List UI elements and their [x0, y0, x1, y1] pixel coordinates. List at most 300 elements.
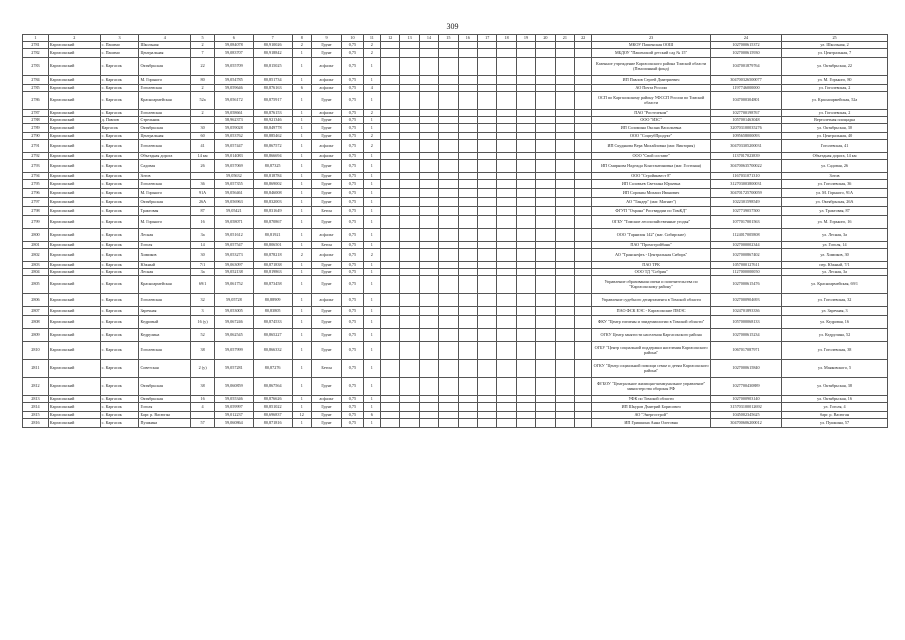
- cell-org: ИП Смирнова Надежда Константиновна (маг. Гостиная): [592, 160, 711, 173]
- column-number-cell: 22: [575, 35, 592, 42]
- cell-empty: [400, 276, 419, 294]
- cell-org: ПАО ТРК: [592, 262, 711, 269]
- cell-lat: 59,057547: [214, 242, 253, 249]
- cell-empty: [497, 198, 516, 207]
- cell-c10: 0,75: [342, 180, 364, 189]
- cell-n: 2797: [23, 198, 49, 207]
- cell-lon: 80,885462: [253, 133, 292, 140]
- cell-empty: [478, 329, 497, 342]
- column-number-cell: 7: [253, 35, 292, 42]
- cell-empty: [458, 419, 477, 428]
- cell-addr: ул. Гоголя, 4: [782, 403, 888, 412]
- cell-n: 2782: [23, 49, 49, 58]
- cell-empty: [516, 49, 535, 58]
- cell-dist: Каргасокский: [48, 92, 100, 110]
- cell-c10: 0,75: [342, 133, 364, 140]
- cell-empty: [458, 110, 477, 117]
- cell-c11: 4: [363, 85, 380, 92]
- cell-street: Гоголевская: [139, 294, 191, 307]
- cell-lat: 59,058071: [214, 216, 253, 229]
- cell-c9: Бетон: [311, 242, 341, 249]
- cell-street: Центральная: [139, 49, 191, 58]
- cell-empty: [400, 76, 419, 85]
- cell-c9: Грунт: [311, 307, 341, 316]
- cell-c11: 1: [363, 76, 380, 85]
- cell-house: 38: [191, 378, 215, 396]
- cell-c10: 0,75: [342, 140, 364, 153]
- cell-empty: [439, 207, 458, 216]
- cell-empty: [439, 316, 458, 329]
- cell-n: 2805: [23, 276, 49, 294]
- cell-c10: 0,75: [342, 360, 364, 378]
- cell-empty: [400, 110, 419, 117]
- cell-empty: [439, 49, 458, 58]
- cell-ogrn: 1137017023839: [710, 153, 781, 160]
- column-number-cell: 19: [516, 35, 535, 42]
- cell-empty: [400, 160, 419, 173]
- cell-empty: [516, 316, 535, 329]
- cell-empty: [419, 378, 438, 396]
- cell-empty: [458, 249, 477, 262]
- cell-org: ОГКУ Центр занятости населения Каргасокского района: [592, 329, 711, 342]
- cell-street: Трактовая: [139, 207, 191, 216]
- cell-house: 22: [191, 58, 215, 76]
- cell-empty: [439, 329, 458, 342]
- cell-c10: 0,75: [342, 229, 364, 242]
- cell-lat: 59,060864: [214, 419, 253, 428]
- cell-n: 2790: [23, 133, 49, 140]
- cell-empty: [575, 342, 592, 360]
- cell-lon: 80,878218: [253, 249, 292, 262]
- cell-c11: 1: [363, 173, 380, 180]
- cell-lon: 80,869002: [253, 180, 292, 189]
- cell-c11: 1: [363, 419, 380, 428]
- cell-house: 57: [191, 419, 215, 428]
- cell-c10: 0,75: [342, 42, 364, 49]
- table-row: [23, 316, 888, 329]
- cell-empty: [516, 133, 535, 140]
- cell-empty: [419, 329, 438, 342]
- cell-lon: 80,865227: [253, 329, 292, 342]
- table-row: [23, 160, 888, 173]
- cell-street: Гоголевская: [139, 110, 191, 117]
- cell-empty: [497, 342, 516, 360]
- cell-org: АО Почта России: [592, 85, 711, 92]
- cell-org: МБДОУ "Пашенский детский сад № 15": [592, 49, 711, 58]
- cell-org: ОСП по Каргасокскому району УФССП России по Томской области: [592, 92, 711, 110]
- cell-empty: [497, 153, 516, 160]
- cell-empty: [516, 58, 535, 76]
- cell-empty: [439, 249, 458, 262]
- cell-house: 30: [191, 124, 215, 133]
- cell-c9: Грунт: [311, 49, 341, 58]
- cell-c11: 2: [363, 49, 380, 58]
- cell-empty: [419, 342, 438, 360]
- cell-street: М. Горького: [139, 189, 191, 198]
- column-number-cell: 20: [536, 35, 555, 42]
- cell-empty: [497, 242, 516, 249]
- cell-lat: 59,051612: [214, 229, 253, 242]
- cell-c9: асфальт: [311, 294, 341, 307]
- cell-empty: [497, 229, 516, 242]
- cell-c9: асфальт: [311, 153, 341, 160]
- cell-c9: асфальт: [311, 249, 341, 262]
- cell-lat: 59,054785: [214, 76, 253, 85]
- cell-empty: [439, 153, 458, 160]
- cell-empty: [536, 153, 555, 160]
- cell-c8: 1: [292, 110, 311, 117]
- cell-empty: [419, 198, 438, 207]
- cell-c10: 0,75: [342, 242, 364, 249]
- cell-lon: 80,849778: [253, 124, 292, 133]
- cell-lat: 59,063097: [214, 262, 253, 269]
- cell-empty: [497, 403, 516, 412]
- cell-loc: Каргасок: [100, 124, 139, 133]
- cell-org: ИП Соловьев Светлана Юрьевна: [592, 180, 711, 189]
- cell-lon: 80,876626: [253, 396, 292, 403]
- cell-n: 2809: [23, 329, 49, 342]
- cell-empty: [575, 180, 592, 189]
- cell-empty: [478, 216, 497, 229]
- cell-empty: [516, 207, 535, 216]
- cell-empty: [458, 216, 477, 229]
- cell-ogrn: 1027000615840: [710, 360, 781, 378]
- cell-empty: [400, 249, 419, 262]
- cell-lat: 59,057355: [214, 180, 253, 189]
- column-number-cell: 6: [214, 35, 253, 42]
- cell-empty: [400, 198, 419, 207]
- cell-house: 26: [191, 160, 215, 173]
- cell-dist: Каргасокский: [48, 262, 100, 269]
- cell-empty: [555, 124, 574, 133]
- cell-empty: [536, 92, 555, 110]
- cell-empty: [439, 419, 458, 428]
- cell-empty: [555, 133, 574, 140]
- cell-empty: [419, 229, 438, 242]
- cell-empty: [419, 294, 438, 307]
- cell-n: 2810: [23, 342, 49, 360]
- cell-org: ИП Шкуров Дмитрий Борисович: [592, 403, 711, 412]
- cell-empty: [478, 180, 497, 189]
- cell-addr: ул. Гоголя, 14: [782, 242, 888, 249]
- table-row: [23, 76, 888, 85]
- cell-empty: [575, 216, 592, 229]
- cell-n: 2783: [23, 58, 49, 76]
- cell-street: Октябрьская: [139, 124, 191, 133]
- cell-c8: 1: [292, 198, 311, 207]
- cell-c8: 2: [292, 249, 311, 262]
- cell-empty: [555, 276, 574, 294]
- cell-c11: 2: [363, 140, 380, 153]
- cell-empty: [555, 316, 574, 329]
- cell-c11: 1: [363, 403, 380, 412]
- cell-c11: 1: [363, 216, 380, 229]
- cell-empty: [516, 403, 535, 412]
- cell-c11: 1: [363, 198, 380, 207]
- cell-c11: 1: [363, 117, 380, 124]
- table-row: [23, 294, 888, 307]
- cell-house: 4: [191, 403, 215, 412]
- cell-loc: с. Каргасок: [100, 249, 139, 262]
- cell-empty: [536, 160, 555, 173]
- cell-empty: [458, 49, 477, 58]
- cell-addr: ул. М. Горького, 80: [782, 76, 888, 85]
- cell-empty: [380, 42, 399, 49]
- cell-empty: [419, 249, 438, 262]
- cell-c9: асфальт: [311, 58, 341, 76]
- cell-empty: [478, 85, 497, 92]
- cell-empty: [536, 110, 555, 117]
- cell-empty: [555, 396, 574, 403]
- cell-empty: [400, 85, 419, 92]
- cell-n: 2781: [23, 42, 49, 49]
- table-row: [23, 242, 888, 249]
- cell-empty: [497, 76, 516, 85]
- cell-addr: Вертолетная площадка: [782, 117, 888, 124]
- cell-lat: 59,057999: [214, 342, 253, 360]
- cell-empty: [536, 229, 555, 242]
- cell-empty: [478, 229, 497, 242]
- cell-c8: 1: [292, 49, 311, 58]
- cell-c9: Грунт: [311, 342, 341, 360]
- cell-empty: [400, 229, 419, 242]
- column-number-cell: 1: [23, 35, 49, 42]
- cell-empty: [400, 342, 419, 360]
- cell-loc: с. Каргасок: [100, 216, 139, 229]
- cell-empty: [516, 360, 535, 378]
- table-row: [23, 229, 888, 242]
- cell-empty: [536, 269, 555, 276]
- cell-dist: Каргасокский: [48, 329, 100, 342]
- cell-empty: [380, 269, 399, 276]
- cell-empty: [497, 269, 516, 276]
- cell-n: 2793: [23, 160, 49, 173]
- cell-empty: [400, 419, 419, 428]
- cell-loc: с. Каргасок: [100, 276, 139, 294]
- cell-c9: Грунт: [311, 269, 341, 276]
- cell-empty: [439, 189, 458, 198]
- cell-empty: [400, 180, 419, 189]
- cell-ogrn: 304700635700022: [710, 160, 781, 173]
- cell-lat: 59,056963: [214, 198, 253, 207]
- cell-empty: [575, 307, 592, 316]
- cell-empty: [536, 316, 555, 329]
- column-number-cell: 15: [439, 35, 458, 42]
- table-row: [23, 419, 888, 428]
- cell-empty: [516, 42, 535, 49]
- cell-house: 2: [191, 42, 215, 49]
- cell-empty: [478, 360, 497, 378]
- cell-empty: [575, 189, 592, 198]
- cell-c8: 1: [292, 242, 311, 249]
- cell-empty: [575, 207, 592, 216]
- cell-empty: [555, 412, 574, 419]
- cell-lat: 59,053762: [214, 133, 253, 140]
- cell-ogrn: 1027000002344: [710, 242, 781, 249]
- cell-addr: пер. Южный, 7/1: [782, 262, 888, 269]
- cell-empty: [439, 242, 458, 249]
- cell-street: Барг. р. Васюган: [139, 412, 191, 419]
- cell-empty: [458, 294, 477, 307]
- cell-c11: 1: [363, 92, 380, 110]
- cell-empty: [400, 262, 419, 269]
- cell-empty: [400, 92, 419, 110]
- cell-house: 7/1: [191, 262, 215, 269]
- cell-empty: [380, 419, 399, 428]
- cell-loc: с. Каргасок: [100, 403, 139, 412]
- cell-empty: [419, 124, 438, 133]
- cell-empty: [575, 153, 592, 160]
- cell-empty: [516, 262, 535, 269]
- cell-n: 2814: [23, 403, 49, 412]
- cell-dist: Каргасокский: [48, 160, 100, 173]
- cell-empty: [575, 76, 592, 85]
- cell-empty: [380, 378, 399, 396]
- cell-empty: [419, 160, 438, 173]
- cell-lon: 80,876163: [253, 85, 292, 92]
- cell-lat: 59,053273: [214, 249, 253, 262]
- cell-org: УФК по Томской области: [592, 396, 711, 403]
- cell-lat: 58,962373: [214, 117, 253, 124]
- cell-house: 2: [191, 110, 215, 117]
- cell-dist: Каргасокский: [48, 198, 100, 207]
- cell-c9: Грунт: [311, 133, 341, 140]
- cell-c8: 1: [292, 58, 311, 76]
- cell-empty: [497, 173, 516, 180]
- cell-addr: ул. Химиков, 30: [782, 249, 888, 262]
- cell-empty: [439, 360, 458, 378]
- cell-empty: [458, 92, 477, 110]
- cell-dist: Каргасокский: [48, 316, 100, 329]
- cell-empty: [478, 189, 497, 198]
- cell-org: ООО "СоцпубПродукт": [592, 133, 711, 140]
- cell-c10: 0,75: [342, 396, 364, 403]
- cell-empty: [400, 412, 419, 419]
- cell-empty: [555, 42, 574, 49]
- cell-c11: 2: [363, 110, 380, 117]
- cell-empty: [380, 207, 399, 216]
- cell-empty: [497, 180, 516, 189]
- cell-ogrn: 1077017001563: [710, 216, 781, 229]
- cell-empty: [516, 242, 535, 249]
- cell-c10: 0,75: [342, 276, 364, 294]
- cell-empty: [516, 396, 535, 403]
- cell-c10: 0,75: [342, 316, 364, 329]
- cell-empty: [497, 42, 516, 49]
- cell-empty: [555, 49, 574, 58]
- cell-c10: 0,75: [342, 329, 364, 342]
- cell-c8: 1: [292, 173, 311, 180]
- cell-lon: 80,81921: [253, 229, 292, 242]
- cell-empty: [536, 342, 555, 360]
- cell-empty: [478, 140, 497, 153]
- cell-empty: [575, 198, 592, 207]
- cell-empty: [497, 316, 516, 329]
- cell-c10: 0,75: [342, 403, 364, 412]
- cell-loc: с. Каргасок: [100, 85, 139, 92]
- cell-c9: Грунт: [311, 276, 341, 294]
- cell-lon: 80,870867: [253, 216, 292, 229]
- cell-empty: [458, 42, 477, 49]
- cell-empty: [536, 242, 555, 249]
- cell-c11: 1: [363, 316, 380, 329]
- cell-house: 16: [191, 216, 215, 229]
- cell-empty: [536, 42, 555, 49]
- cell-empty: [419, 419, 438, 428]
- cell-lon: 80,696837: [253, 412, 292, 419]
- cell-c8: 1: [292, 180, 311, 189]
- cell-dist: Каргасокский: [48, 412, 100, 419]
- cell-org: АО "Энергострой": [592, 412, 711, 419]
- table-row: [23, 249, 888, 262]
- cell-c11: 1: [363, 180, 380, 189]
- cell-lat: 59,058661: [214, 110, 253, 117]
- cell-empty: [380, 110, 399, 117]
- cell-empty: [419, 189, 438, 198]
- cell-empty: [478, 262, 497, 269]
- page-number: 309: [446, 22, 459, 31]
- cell-empty: [555, 58, 574, 76]
- cell-c11: 6: [363, 412, 380, 419]
- cell-empty: [555, 173, 574, 180]
- cell-c9: Грунт: [311, 160, 341, 173]
- cell-lat: 59,056172: [214, 92, 253, 110]
- cell-empty: [419, 117, 438, 124]
- cell-org: ООО ТД "Собрия": [592, 269, 711, 276]
- cell-loc: с. Каргасок: [100, 110, 139, 117]
- table-row: [23, 276, 888, 294]
- cell-c10: 0,75: [342, 198, 364, 207]
- cell-ogrn: 315703100012692: [710, 403, 781, 412]
- cell-c8: 1: [292, 153, 311, 160]
- column-number-cell: 9: [311, 35, 341, 42]
- cell-empty: [458, 396, 477, 403]
- cell-empty: [400, 378, 419, 396]
- cell-lat: 59,052138: [214, 269, 253, 276]
- cell-addr: Объездная дорога, 14 км: [782, 153, 888, 160]
- cell-empty: [516, 180, 535, 189]
- cell-empty: [419, 269, 438, 276]
- cell-c10: 0,75: [342, 412, 364, 419]
- cell-empty: [400, 316, 419, 329]
- cell-ogrn: 1124017005808: [710, 229, 781, 242]
- cell-empty: [439, 276, 458, 294]
- cell-empty: [400, 329, 419, 342]
- cell-empty: [575, 42, 592, 49]
- cell-ogrn: 1027739057500: [710, 207, 781, 216]
- cell-empty: [575, 92, 592, 110]
- cell-empty: [380, 307, 399, 316]
- cell-addr: ул. Гоголевская, 2: [782, 85, 888, 92]
- cell-c11: 2: [363, 249, 380, 262]
- cell-empty: [439, 58, 458, 76]
- cell-empty: [439, 216, 458, 229]
- cell-empty: [536, 249, 555, 262]
- cell-empty: [458, 242, 477, 249]
- cell-empty: [419, 207, 438, 216]
- cell-empty: [497, 117, 516, 124]
- cell-empty: [458, 198, 477, 207]
- cell-empty: [575, 403, 592, 412]
- cell-empty: [575, 396, 592, 403]
- cell-empty: [380, 189, 399, 198]
- cell-empty: [536, 140, 555, 153]
- cell-empty: [497, 262, 516, 269]
- cell-empty: [575, 140, 592, 153]
- cell-c11: 2: [363, 133, 380, 140]
- cell-dist: Каргасокский: [48, 140, 100, 153]
- cell-empty: [478, 76, 497, 85]
